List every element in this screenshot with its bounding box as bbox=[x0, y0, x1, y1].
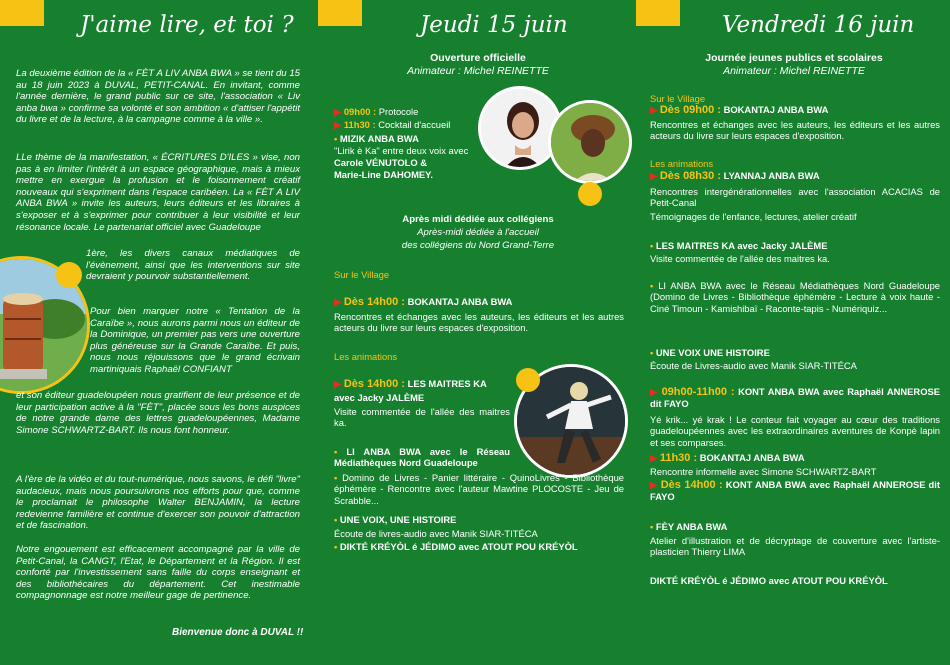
friday-une-voix-desc: Écoute de Livres-audio avec Manik SIAR-TITÉCA bbox=[650, 360, 857, 371]
friday-kont-afternoon: ▶ Dès 14h00 : KONT ANBA BWA avec Raphaël ANNEROSE dit FAYO bbox=[650, 479, 941, 503]
thursday-title: Jeudi 15 juin bbox=[420, 12, 568, 38]
singer-portrait-2 bbox=[548, 100, 632, 184]
friday-dikte: DIKTÉ KRÉYÒL é JÉDIMO avec ATOUT POU KRÉYÒL bbox=[650, 575, 888, 586]
intro-paragraph-2: LLe thème de la manifestation, « ÉCRITURES D'ILES » vise, non pas à en limiter l'intérêt à un espace géographique, mais à mieux mettre en exergue la profusion et le foisonnement créatif nouveaux qui s'expriment dans l'espace caribéen. La « FÈT A LIV ANBA BWA » invite les auteurs, leurs éditeurs et les libraires à s'exposer et à s'exprimer pour contribuer à leur visibilité et leur résonance locale. Le partenariat officiel avec Guadeloupe bbox=[16, 152, 300, 233]
friday-une-voix: • UNE VOIX UNE HISTOIRE bbox=[650, 347, 770, 358]
intro-paragraph-2-end: 1ère, les divers canaux médiatiques de l'évènement, ainsi que les interventions sur site devraient y pourvoir substantiellement. bbox=[86, 248, 300, 283]
friday-village-heading: Sur le Village bbox=[650, 93, 706, 104]
friday-maitres-ka-desc: Visite commentée de l'allée des maitres ka. bbox=[650, 253, 830, 264]
arrow-icon: ▶ bbox=[650, 386, 659, 397]
intro-paragraph-4: A l'ère de la vidéo et du tout-numérique, nous savons, le défi "livre" audacieux, mais nous poursuivrons nos efforts pour que, comme le proclamait le philosophe Walter BENJAMIN, la lecture redevienne familière et continue d'exercer son pouvoir d'attraction et de fascination. bbox=[16, 474, 300, 532]
thursday-village-heading: Sur le Village bbox=[334, 269, 390, 280]
arrow-icon: ▶ bbox=[334, 296, 342, 307]
thursday-une-voix: • UNE VOIX, UNE HISTOIRE bbox=[334, 514, 457, 525]
friday-lyannaj-desc-2: Témoignages de l'enfance, lectures, atelier créatif bbox=[650, 211, 857, 222]
friday-subtitle: Journée jeunes publics et scolaires bbox=[705, 52, 883, 64]
friday-bokantaj-desc: Rencontre informelle avec Simone SCHWARTZ-BART bbox=[650, 466, 877, 477]
friday-lyannaj-desc-1: Rencontres intergénérationnelles avec l'association ACACIAS de Petit-Canal bbox=[650, 186, 940, 209]
friday-kont: ▶ 09h00-11h00 : KONT ANBA BWA avec Raphaël ANNEROSE dit FAYO bbox=[650, 386, 940, 410]
friday-kont-desc: Yé krik... yé krak ! Le conteur fait voyager au cœur des traditions guadeloupéennes avec les extraordinaires aventures de Konpè lapin et ses comparses. bbox=[650, 414, 940, 448]
thursday-mizik: • MIZIK ANBA BWA bbox=[334, 133, 419, 144]
bullet-icon: • bbox=[650, 521, 654, 532]
intro-closing: Bienvenue donc à DUVAL !! bbox=[172, 627, 304, 638]
arrow-icon: ▶ bbox=[650, 479, 658, 490]
thursday-dikte: • DIKTÉ KRÉYÒL é JÉDIMO avec ATOUT POU KRÉYÒL bbox=[334, 541, 578, 552]
bullet-icon: • bbox=[334, 446, 338, 457]
portrait-icon bbox=[551, 103, 632, 184]
thursday-maitres-ka-desc: Visite commentée de l'allée des maitres ka. bbox=[334, 406, 510, 429]
intro-paragraph-3-end: et son éditeur guadeloupéen nous gratifient de leur présence et de leur participation active à la "FÈT", placée sous les bons auspices de notre grande dame des lettres guadeloupéennes, Madame Simone SCHWARTZ-BART. Ils nous font honneur. bbox=[16, 390, 300, 436]
bullet-icon: • bbox=[650, 347, 654, 358]
intro-paragraph-5: Notre engouement est efficacement accompagné par la ville de Petit-Canal, la CANGT, l'Etat, le Département et la Région. Il est conforté par l'investissement sans faille du corps enseignant et des bibliothécaires du département. Cet inestimable compagnonnage est notre meilleur gage de pertinence. bbox=[16, 544, 300, 602]
thursday-marie-line: Marie-Line DAHOMEY. bbox=[334, 169, 433, 180]
thursday-animator: Animateur : Michel REINETTE bbox=[407, 65, 549, 77]
thursday-line-protocole: ▶ 09h00 : Protocole bbox=[334, 106, 419, 117]
bullet-icon: • bbox=[334, 541, 338, 552]
arrow-icon: ▶ bbox=[334, 378, 342, 389]
intro-column bbox=[0, 0, 318, 665]
friday-animator: Animateur : Michel REINETTE bbox=[723, 65, 865, 77]
friday-lyannaj: ▶ Dès 08h30 : LYANNAJ ANBA BWA bbox=[650, 170, 820, 182]
thursday-maitres-ka: ▶ Dès 14h00 : LES MAITRES KA bbox=[334, 378, 487, 390]
bullet-icon: • bbox=[334, 133, 338, 144]
friday-fey-desc: Atelier d'illustration et de décryptage de couverture avec l'artiste-plasticien Thierry LIMA bbox=[650, 535, 940, 558]
friday-maitres-ka: • LES MAITRES KA avec Jacky JALÈME bbox=[650, 240, 828, 251]
arrow-icon: ▶ bbox=[650, 104, 658, 115]
yellow-dot-deco bbox=[56, 262, 82, 288]
thursday-afternoon-title: Après midi dédiée aux collégiens bbox=[402, 214, 554, 225]
friday-village-desc: Rencontres et échanges avec les auteurs, les éditeurs et les autres acteurs du livre sur leurs espaces d'exposition. bbox=[650, 119, 940, 142]
thursday-maitres-ka-sub: avec Jacky JALÈME bbox=[334, 392, 425, 403]
bullet-icon: • bbox=[650, 280, 654, 291]
friday-fey-anba-bwa: • FÈY ANBA BWA bbox=[650, 521, 728, 532]
thursday-lirik: "Lirik è Ka" entre deux voix avec bbox=[334, 145, 469, 156]
intro-paragraph-1: La deuxième édition de la « FÈT A LIV ANBA BWA » se tient du 15 au 18 juin 2023 à DUVAL, PETIT-CANAL. En invitant, comme l'année dernière, le grand public sur ce site, l'association « Liv anba bwa » confirme sa volonté et son ambition « d'attiser l'appétit du livre et de la lecture, à la campagne comme à la ville ». bbox=[16, 68, 300, 126]
friday-li-anba-bwa: • LI ANBA BWA avec le Réseau Médiathèques Nord Guadeloupe (Domino de Livres - Bibliothèque éphémère - Lecture à voix haute - Ciné Timoun - Kamishibaï - Raconte-tapis - Numériquiz... bbox=[650, 280, 941, 314]
bullet-icon: • bbox=[334, 472, 338, 483]
arrow-icon: ▶ bbox=[334, 106, 342, 117]
thursday-column bbox=[318, 0, 638, 665]
thursday-village-desc: Rencontres et échanges avec les auteurs, les éditeurs et les autres acteurs du livre sur leurs espaces d'exposition. bbox=[334, 311, 624, 334]
friday-column bbox=[638, 0, 950, 665]
yellow-dot-deco bbox=[578, 182, 602, 206]
friday-animations-heading: Les animations bbox=[650, 158, 714, 169]
bullet-icon: • bbox=[650, 240, 654, 251]
thursday-afternoon-line-1: Après-midi dédiée à l'accueil bbox=[417, 227, 539, 238]
thursday-une-voix-desc: Écoute de livres-audio avec Manik SIAR-TITÉCA bbox=[334, 528, 538, 539]
yellow-dot-deco bbox=[516, 368, 540, 392]
bullet-icon: • bbox=[334, 514, 338, 525]
thursday-carole: Carole VÉNUTOLO & bbox=[334, 157, 428, 168]
friday-title: Vendredi 16 juin bbox=[722, 12, 915, 38]
arrow-icon: ▶ bbox=[650, 170, 658, 181]
thursday-village-event: ▶ Dès 14h00 : BOKANTAJ ANBA BWA bbox=[334, 296, 513, 308]
arrow-icon: ▶ bbox=[650, 452, 658, 463]
thursday-subtitle: Ouverture officielle bbox=[430, 52, 526, 64]
arrow-icon: ▶ bbox=[334, 119, 342, 130]
thursday-li-anba-bwa: • LI ANBA BWA avec le Réseau Médiathèques Nord Guadeloupe bbox=[334, 446, 510, 469]
thursday-li-anba-bwa-desc: • Domino de Livres - Panier littéraire - QuinoLivres - Bibliothèque éphémère - Rencontre avec l'auteur Mawtine PLOCOSTE - Jeu de Scrabble... bbox=[334, 472, 625, 506]
thursday-afternoon-line-2: des collégiens du Nord Grand-Terre bbox=[401, 240, 555, 251]
intro-paragraph-3: Pour bien marquer notre « Tentation de la Caraïbe », nous aurons parmi nous un éditeur de la Dominique, un premier pas vers une ouverture plus généreuse sur la Grande Caraïbe. Et puis, nous nous réjouissons que le grand écrivain martiniquais Raphaël CONFIANT bbox=[90, 306, 300, 375]
friday-village-event: ▶ Dès 09h00 : BOKANTAJ ANBA BWA bbox=[650, 104, 829, 116]
thursday-animations-heading: Les animations bbox=[334, 351, 398, 362]
thursday-line-cocktail: ▶ 11h30 : Cocktail d'accueil bbox=[334, 119, 451, 130]
intro-title: J'aime lire, et toi ? bbox=[80, 12, 294, 38]
friday-bokantaj: ▶ 11h30 : BOKANTAJ ANBA BWA bbox=[650, 452, 805, 464]
